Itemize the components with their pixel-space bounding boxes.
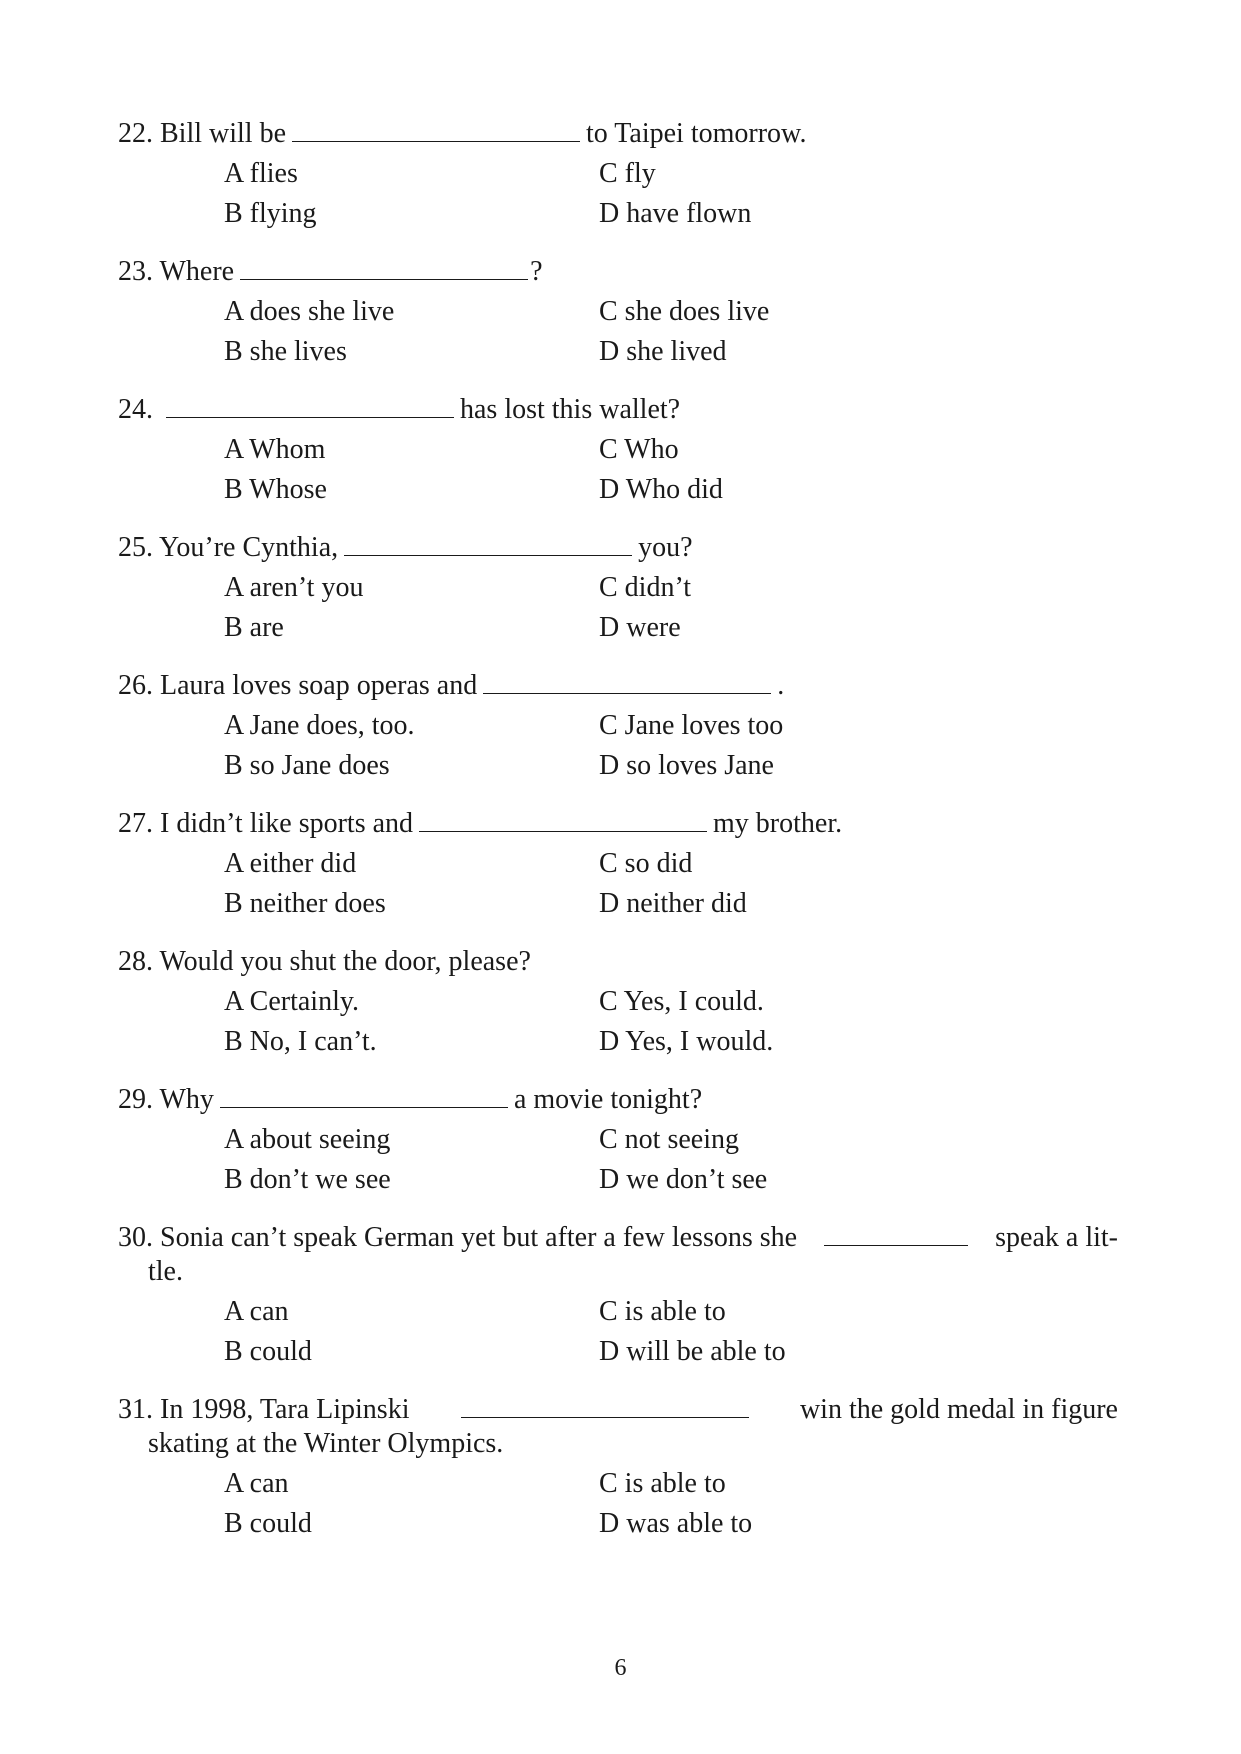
options bbox=[118, 847, 1128, 927]
question-26 bbox=[118, 669, 1128, 789]
option-a: A can bbox=[224, 1296, 289, 1327]
question-stem bbox=[118, 255, 1128, 289]
option-a: A Whom bbox=[224, 434, 326, 465]
answer-blank bbox=[166, 393, 454, 418]
question-stem bbox=[118, 1221, 1118, 1255]
stem-text-before: Sonia can’t speak German yet but after a few lessons she bbox=[160, 1222, 798, 1253]
question-stem bbox=[118, 531, 1128, 565]
question-number: 24. bbox=[118, 394, 153, 425]
options bbox=[118, 433, 1128, 513]
options bbox=[118, 1123, 1128, 1203]
option-b: B don’t we see bbox=[224, 1164, 391, 1195]
option-a: A aren’t you bbox=[224, 572, 364, 603]
option-d: D was able to bbox=[599, 1508, 753, 1539]
question-stem bbox=[118, 117, 1128, 151]
question-number: 25. bbox=[118, 532, 153, 563]
option-c: C fly bbox=[599, 158, 656, 189]
question-23 bbox=[118, 255, 1128, 375]
stem-text: Would you shut the door, please? bbox=[159, 946, 531, 977]
option-a: A does she live bbox=[224, 296, 395, 327]
option-c: C Jane loves too bbox=[599, 710, 784, 741]
options bbox=[118, 709, 1128, 789]
question-22 bbox=[118, 117, 1128, 237]
question-31 bbox=[118, 1393, 1128, 1547]
answer-blank bbox=[419, 807, 707, 832]
page-number: 6 bbox=[614, 1655, 627, 1681]
option-b: B neither does bbox=[224, 888, 386, 919]
option-b: B No, I can’t. bbox=[224, 1026, 377, 1057]
option-a: A Certainly. bbox=[224, 986, 360, 1017]
option-a: A about seeing bbox=[224, 1124, 391, 1155]
question-number: 28. bbox=[118, 946, 153, 977]
stem-text-before: In 1998, Tara Lipinski bbox=[160, 1394, 410, 1425]
question-number: 23. bbox=[118, 256, 153, 287]
option-d: D she lived bbox=[599, 336, 727, 367]
option-b: B are bbox=[224, 612, 284, 643]
question-30 bbox=[118, 1221, 1128, 1375]
option-b: B she lives bbox=[224, 336, 347, 367]
stem-text-before: I didn’t like sports and bbox=[160, 808, 414, 839]
options bbox=[118, 1467, 1128, 1547]
option-b: B could bbox=[224, 1336, 312, 1367]
option-d: D we don’t see bbox=[599, 1164, 768, 1195]
option-c: C Yes, I could. bbox=[599, 986, 764, 1017]
option-d: D Who did bbox=[599, 474, 723, 505]
option-b: B Whose bbox=[224, 474, 327, 505]
stem-text-after: my brother. bbox=[713, 808, 843, 839]
options bbox=[118, 985, 1128, 1065]
stem-continuation: tle. bbox=[148, 1256, 183, 1287]
option-d: D so loves Jane bbox=[599, 750, 774, 781]
option-a: A either did bbox=[224, 848, 357, 879]
question-24 bbox=[118, 393, 1128, 513]
question-number: 22. bbox=[118, 118, 153, 149]
option-c: C not seeing bbox=[599, 1124, 739, 1155]
options bbox=[118, 1295, 1128, 1375]
option-d: D will be able to bbox=[599, 1336, 786, 1367]
option-a: A flies bbox=[224, 158, 298, 189]
options bbox=[118, 157, 1128, 237]
option-d: D have flown bbox=[599, 198, 752, 229]
stem-text-after: ? bbox=[530, 256, 543, 287]
stem-text-after: you? bbox=[638, 532, 693, 563]
option-a: A can bbox=[224, 1468, 289, 1499]
answer-blank bbox=[240, 255, 528, 280]
answer-blank bbox=[824, 1221, 968, 1246]
stem-text-after: speak a lit- bbox=[995, 1222, 1118, 1253]
stem-text-after: a movie tonight? bbox=[513, 1084, 703, 1115]
question-stem bbox=[118, 1083, 1128, 1117]
question-number: 29. bbox=[118, 1084, 153, 1115]
question-number: 27. bbox=[118, 808, 153, 839]
question-number: 31. bbox=[118, 1394, 153, 1425]
option-d: D Yes, I would. bbox=[599, 1026, 774, 1057]
answer-blank bbox=[483, 669, 771, 694]
option-c: C didn’t bbox=[599, 572, 692, 603]
option-a: A Jane does, too. bbox=[224, 710, 415, 741]
stem-text-before: Bill will be bbox=[160, 118, 286, 149]
stem-text-after: . bbox=[777, 670, 785, 701]
question-28 bbox=[118, 945, 1128, 1065]
question-stem bbox=[118, 807, 1128, 841]
question-stem bbox=[118, 945, 1128, 979]
stem-text-after: has lost this wallet? bbox=[460, 394, 681, 425]
options bbox=[118, 571, 1128, 651]
option-c: C is able to bbox=[599, 1468, 726, 1499]
question-number: 30. bbox=[118, 1222, 153, 1253]
stem-text-before: Where bbox=[159, 256, 235, 287]
answer-blank bbox=[292, 117, 580, 142]
stem-text-before: Laura loves soap operas and bbox=[160, 670, 478, 701]
stem-text-before: You’re Cynthia, bbox=[158, 532, 339, 563]
question-27 bbox=[118, 807, 1128, 927]
option-b: B flying bbox=[224, 198, 317, 229]
option-c: C so did bbox=[599, 848, 693, 879]
option-b: B could bbox=[224, 1508, 312, 1539]
answer-blank bbox=[461, 1393, 749, 1418]
stem-text-after: win the gold medal in figure bbox=[799, 1394, 1118, 1425]
option-d: D neither did bbox=[599, 888, 747, 919]
option-c: C is able to bbox=[599, 1296, 726, 1327]
stem-continuation: skating at the Winter Olympics. bbox=[148, 1428, 504, 1459]
question-29 bbox=[118, 1083, 1128, 1203]
option-c: C she does live bbox=[599, 296, 770, 327]
answer-blank bbox=[220, 1083, 508, 1108]
question-number: 26. bbox=[118, 670, 153, 701]
option-c: C Who bbox=[599, 434, 679, 465]
stem-text-after: to Taipei tomorrow. bbox=[586, 118, 807, 149]
option-d: D were bbox=[599, 612, 681, 643]
option-b: B so Jane does bbox=[224, 750, 390, 781]
answer-blank bbox=[344, 531, 632, 556]
stem-text-before: Why bbox=[159, 1084, 214, 1115]
question-stem bbox=[118, 1393, 1118, 1427]
question-25 bbox=[118, 531, 1128, 651]
question-stem bbox=[118, 393, 1128, 427]
options bbox=[118, 295, 1128, 375]
question-stem bbox=[118, 669, 1128, 703]
